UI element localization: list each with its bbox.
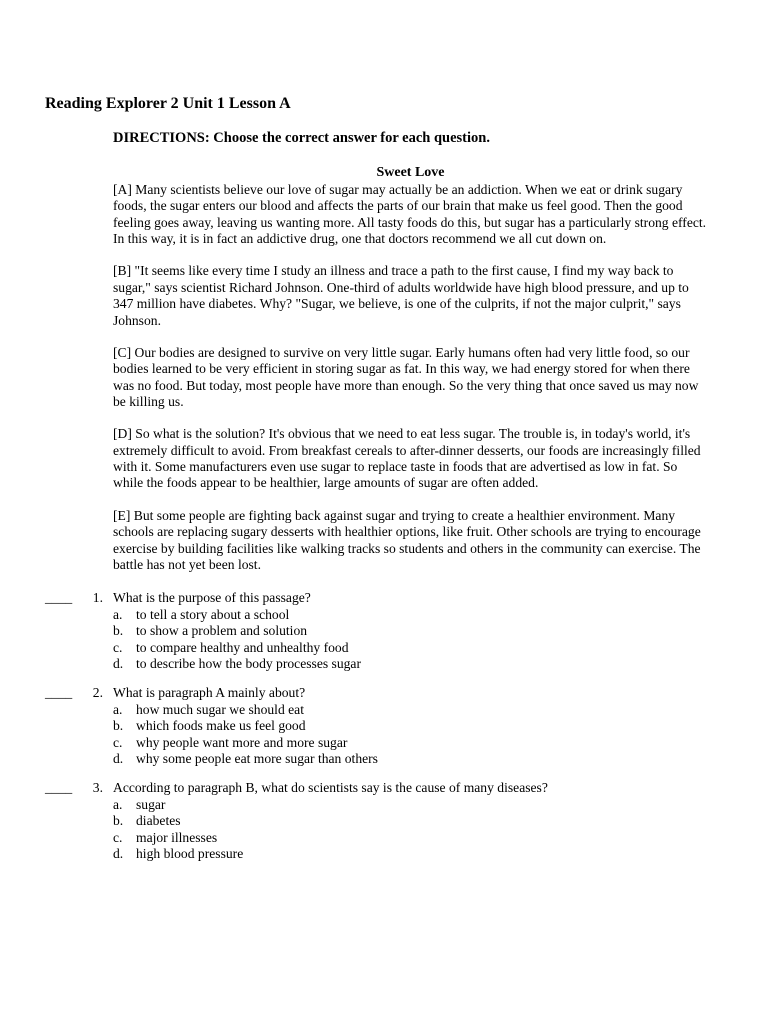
directions-text: DIRECTIONS: Choose the correct answer for each question. (113, 130, 490, 146)
worksheet-title: Reading Explorer 2 Unit 1 Lesson A (45, 95, 291, 112)
option-letter: d. (113, 846, 124, 862)
question-2 (45, 685, 725, 768)
question-text: What is paragraph A mainly about? (113, 684, 306, 700)
answer-option (45, 702, 725, 719)
answer-option (45, 813, 725, 830)
answer-option (45, 751, 725, 768)
option-letter: b. (113, 718, 124, 734)
answer-option (45, 797, 725, 814)
option-text: why some people eat more sugar than others (136, 751, 378, 767)
answer-blank[interactable]: ____ (45, 684, 73, 700)
option-text: to describe how the body processes sugar (136, 656, 361, 672)
paragraph-d: [D] So what is the solution? It's obvious that we need to eat less sugar. The trouble is, in today's world, it's extremely difficult to avoid. From breakfast cereals to after-dinner desserts, our foods are increasingly filled with it. Some manufacturers even use sugar to replace taste in foods that are advertised as low in fat. So while the foods appear to be healthier, large amounts of sugar are often added. (113, 426, 701, 491)
option-text: why people want more and more sugar (136, 734, 348, 750)
option-letter: b. (113, 813, 124, 829)
question-number: 2. (92, 684, 103, 700)
option-text: to tell a story about a school (136, 606, 290, 622)
option-text: high blood pressure (136, 846, 244, 862)
option-text: sugar (136, 796, 166, 812)
answer-option (45, 735, 725, 752)
reading-passage (113, 164, 708, 589)
answer-blank[interactable]: ____ (45, 779, 73, 795)
paragraph-a: [A] Many scientists believe our love of sugar may actually be an addiction. When we eat or drink sugary foods, the sugar enters our blood and affects the parts of our brain that make us feel good. Then the good feeling goes away, leaving us wanting more. All tasty foods do this, but sugar has a particularly strong effect. In this way, it is in fact an addictive drug, one that doctors recommend we all cut down on. (113, 182, 707, 247)
answer-blank[interactable]: ____ (45, 590, 73, 605)
option-text: diabetes (136, 813, 181, 829)
question-list (45, 590, 725, 875)
answer-option (45, 830, 725, 847)
option-letter: d. (113, 751, 124, 767)
option-letter: a. (113, 701, 123, 717)
paragraph-c: [C] Our bodies are designed to survive on very little sugar. Early humans often had very little food, so our bodies learned to be very efficient in storing sugar as fat. In this way, we had energy stored for when there was no food. But today, most people have more than enough. So the very thing that once saved us may now be killing us. (113, 344, 699, 410)
option-text: how much sugar we should eat (136, 701, 304, 717)
question-3 (45, 780, 725, 863)
question-number: 1. (92, 590, 103, 605)
question-text: According to paragraph B, what do scientists say is the cause of many diseases? (113, 779, 548, 795)
option-letter: b. (113, 623, 124, 639)
option-letter: a. (113, 796, 123, 812)
question-text: What is the purpose of this passage? (113, 590, 311, 605)
answer-option (45, 656, 725, 673)
option-letter: c. (113, 639, 123, 655)
option-letter: c. (113, 734, 123, 750)
answer-option (45, 640, 725, 657)
option-text: to show a problem and solution (136, 623, 308, 639)
option-letter: c. (113, 829, 123, 845)
paragraph-e: [E] But some people are fighting back against sugar and trying to create a healthier environment. Many schools are replacing sugary desserts with healthier options, like fruit. Other schools are trying to encourage exercise by building facilities like walking tracks so students and others in the community can exercise. The battle has not yet been lost. (113, 507, 701, 572)
paragraph-b: [B] "It seems like every time I study an illness and trace a path to the first cause, I find my way back to sugar," says scientist Richard Johnson. One-third of adults worldwide have high blood pressure, and up to 347 million have diabetes. Why? "Sugar, we believe, is one of the culprits, if not the major culprit," says Johnson. (113, 263, 689, 328)
answer-option (45, 718, 725, 735)
answer-option (45, 846, 725, 863)
option-text: to compare healthy and unhealthy food (136, 639, 349, 655)
option-letter: d. (113, 656, 124, 672)
answer-option (45, 623, 725, 640)
question-number: 3. (92, 779, 103, 795)
passage-title: Sweet Love (376, 165, 445, 180)
answer-option (45, 607, 725, 624)
option-text: major illnesses (136, 829, 218, 845)
question-1 (45, 590, 725, 673)
option-letter: a. (113, 606, 123, 622)
option-text: which foods make us feel good (136, 718, 306, 734)
